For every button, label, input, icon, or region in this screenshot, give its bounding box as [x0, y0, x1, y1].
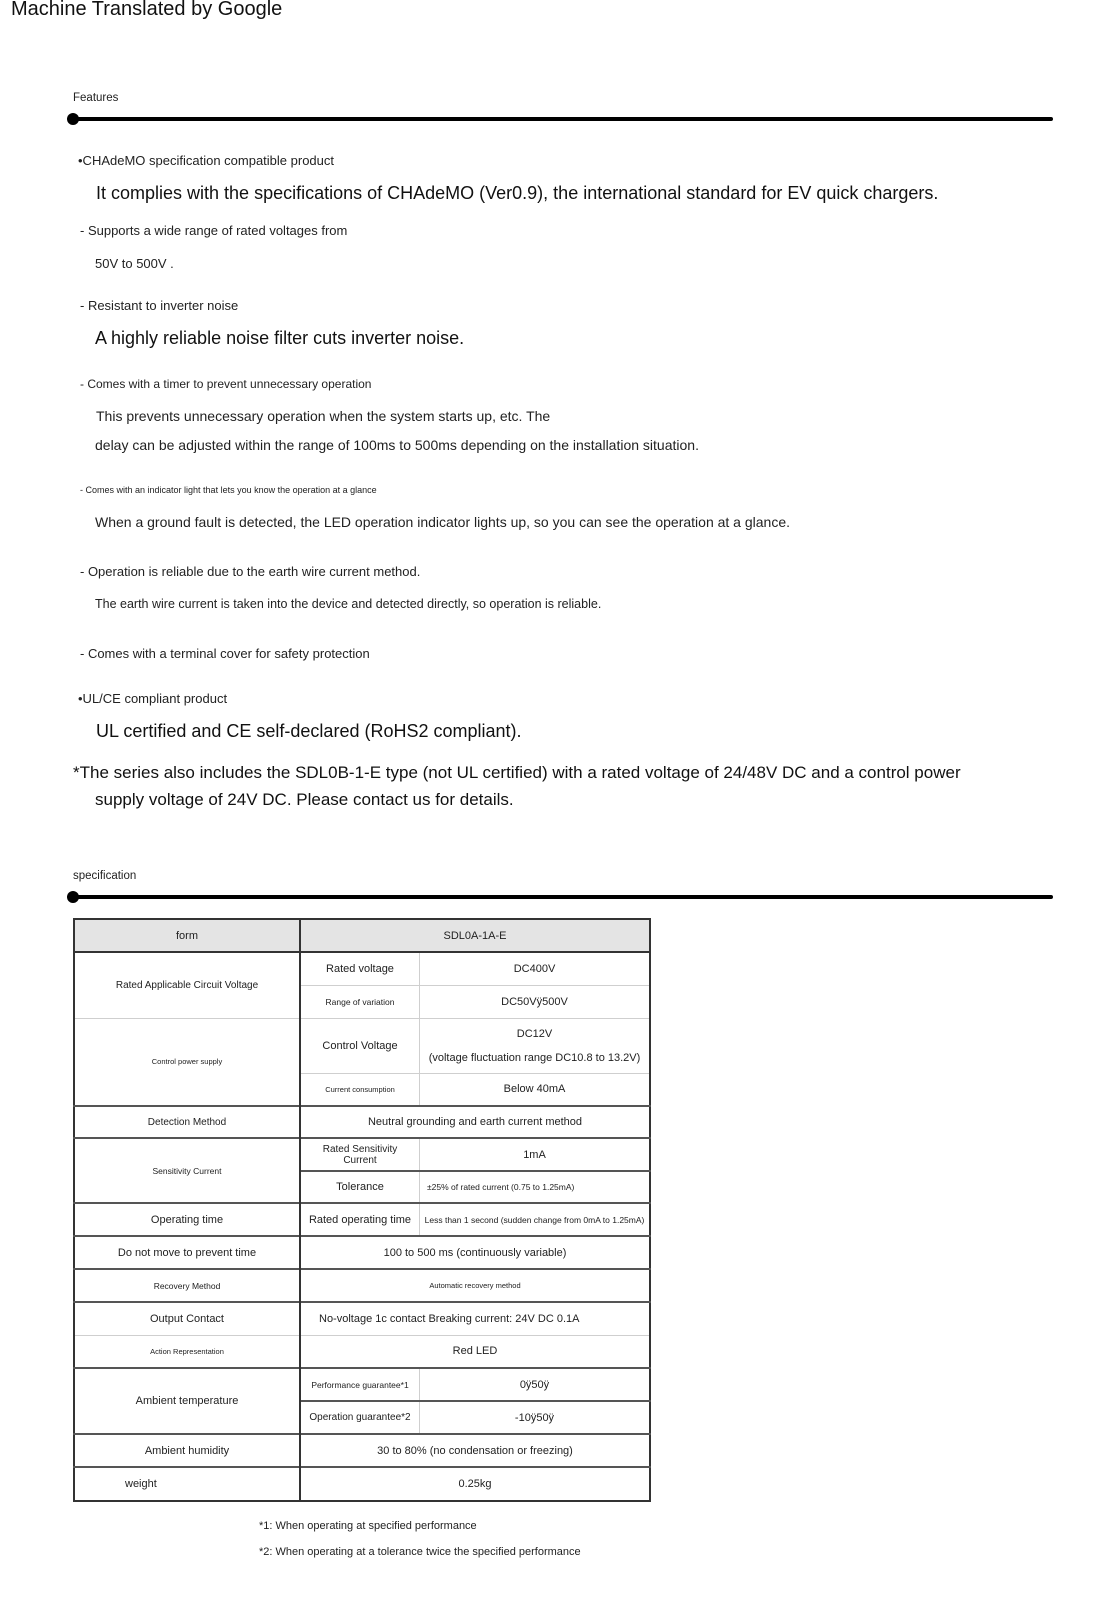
feature-heading: - Supports a wide range of rated voltages from — [80, 223, 348, 238]
cell-value: 30 to 80% (no condensation or freezing) — [300, 1434, 650, 1467]
table-row — [74, 1269, 650, 1302]
cell-value — [420, 1018, 651, 1073]
row-label: Control power supply — [74, 1018, 300, 1106]
control-voltage-note: (voltage fluctuation range DC10.8 to 13.2V) — [428, 1051, 641, 1064]
cell-value: Less than 1 second (sudden change from 0mA to 1.25mA) — [420, 1203, 651, 1236]
feature-heading: •CHAdeMO specification compatible product — [78, 153, 335, 168]
cell-value: ±25% of rated current (0.75 to 1.25mA) — [420, 1171, 651, 1203]
table-row — [74, 1335, 650, 1368]
feature-heading: - Operation is reliable due to the earth wire current method. — [80, 564, 421, 579]
row-label: Output Contact — [74, 1302, 300, 1335]
feature-body: UL certified and CE self-declared (RoHS2 compliant). — [96, 721, 522, 741]
table-row — [74, 952, 650, 985]
row-label: weight — [74, 1467, 300, 1501]
table-row — [74, 1368, 650, 1401]
table-row — [74, 1434, 650, 1467]
cell-value: 0.25kg — [300, 1467, 650, 1501]
feature-body: 50V to 500V . — [95, 256, 174, 271]
features-title: Features — [73, 92, 119, 104]
row-label: Recovery Method — [74, 1269, 300, 1302]
header-model: SDL0A-1A-E — [300, 919, 650, 952]
cell-value: No-voltage 1c contact Breaking current: 24V DC 0.1A — [300, 1302, 650, 1335]
row-label: Rated Applicable Circuit Voltage — [74, 952, 300, 1018]
sub-label: Rated voltage — [300, 952, 420, 985]
feature-body: This prevents unnecessary operation when the system starts up, etc. The — [96, 408, 551, 424]
footnote: *1: When operating at specified performance — [259, 1520, 477, 1532]
spec-table — [73, 918, 651, 1502]
series-note-cont: supply voltage of 24V DC. Please contact us for details. — [95, 790, 514, 809]
feature-heading: - Comes with an indicator light that lets you know the operation at a glance — [80, 485, 377, 495]
specification-title: specification — [73, 870, 137, 882]
feature-heading: - Comes with a terminal cover for safety protection — [80, 646, 370, 661]
feature-heading: - Comes with a timer to prevent unnecessary operation — [80, 377, 372, 391]
feature-body: delay can be adjusted within the range of 100ms to 500ms depending on the installation situation. — [95, 437, 699, 453]
feature-heading: •UL/CE compliant product — [78, 691, 228, 706]
table-row — [74, 1106, 650, 1138]
row-label: Operating time — [74, 1203, 300, 1236]
sub-label: Rated Sensitivity Current — [300, 1138, 420, 1171]
control-voltage-value: DC12V — [516, 1027, 553, 1040]
sub-label: Rated operating time — [300, 1203, 420, 1236]
table-row — [74, 1018, 650, 1073]
cell-value: Automatic recovery method — [300, 1269, 650, 1302]
sub-label: Control Voltage — [300, 1018, 420, 1073]
feature-body: A highly reliable noise filter cuts inverter noise. — [95, 328, 465, 348]
cell-value: -10ÿ50ÿ — [420, 1401, 651, 1434]
footnote: *2: When operating at a tolerance twice the specified performance — [259, 1546, 581, 1558]
section-rule — [72, 895, 1053, 899]
cell-value: 1mA — [420, 1138, 651, 1171]
feature-body: The earth wire current is taken into the device and detected directly, so operation is reliable. — [95, 597, 602, 611]
header-form: form — [74, 919, 300, 952]
row-label: Ambient temperature — [74, 1368, 300, 1434]
feature-body: When a ground fault is detected, the LED operation indicator lights up, so you can see the operation at a glance. — [95, 514, 791, 530]
cell-value: Neutral grounding and earth current method — [300, 1106, 650, 1138]
sub-label: Range of variation — [300, 985, 420, 1018]
cell-value: Red LED — [300, 1335, 650, 1368]
row-label: Ambient humidity — [74, 1434, 300, 1467]
cell-value: DC50Vÿ500V — [420, 985, 651, 1018]
cell-value: DC400V — [420, 952, 651, 985]
cell-value: Below 40mA — [420, 1073, 651, 1106]
row-label: Do not move to prevent time — [74, 1236, 300, 1269]
table-row — [74, 1467, 650, 1501]
row-label: Sensitivity Current — [74, 1138, 300, 1203]
sub-label: Performance guarantee*1 — [300, 1368, 420, 1401]
cell-value: 0ÿ50ÿ — [420, 1368, 651, 1401]
sub-label: Tolerance — [300, 1171, 420, 1203]
machine-translated-banner: Machine Translated by Google — [11, 0, 283, 20]
table-row — [74, 1302, 650, 1335]
sub-label: Current consumption — [300, 1073, 420, 1106]
table-row — [74, 1203, 650, 1236]
table-row — [74, 1138, 650, 1171]
row-label: Action Representation — [74, 1335, 300, 1368]
cell-value: 100 to 500 ms (continuously variable) — [300, 1236, 650, 1269]
section-rule — [72, 117, 1053, 121]
feature-heading: - Resistant to inverter noise — [80, 298, 239, 313]
table-header-row — [74, 919, 650, 952]
row-label: Detection Method — [74, 1106, 300, 1138]
sub-label: Operation guarantee*2 — [300, 1401, 420, 1434]
table-row — [74, 1236, 650, 1269]
series-note: *The series also includes the SDL0B-1-E type (not UL certified) with a rated voltage of 24/48V DC and a control power — [73, 763, 961, 782]
feature-body: It complies with the specifications of CHAdeMO (Ver0.9), the international standard for EV quick chargers. — [96, 183, 939, 203]
